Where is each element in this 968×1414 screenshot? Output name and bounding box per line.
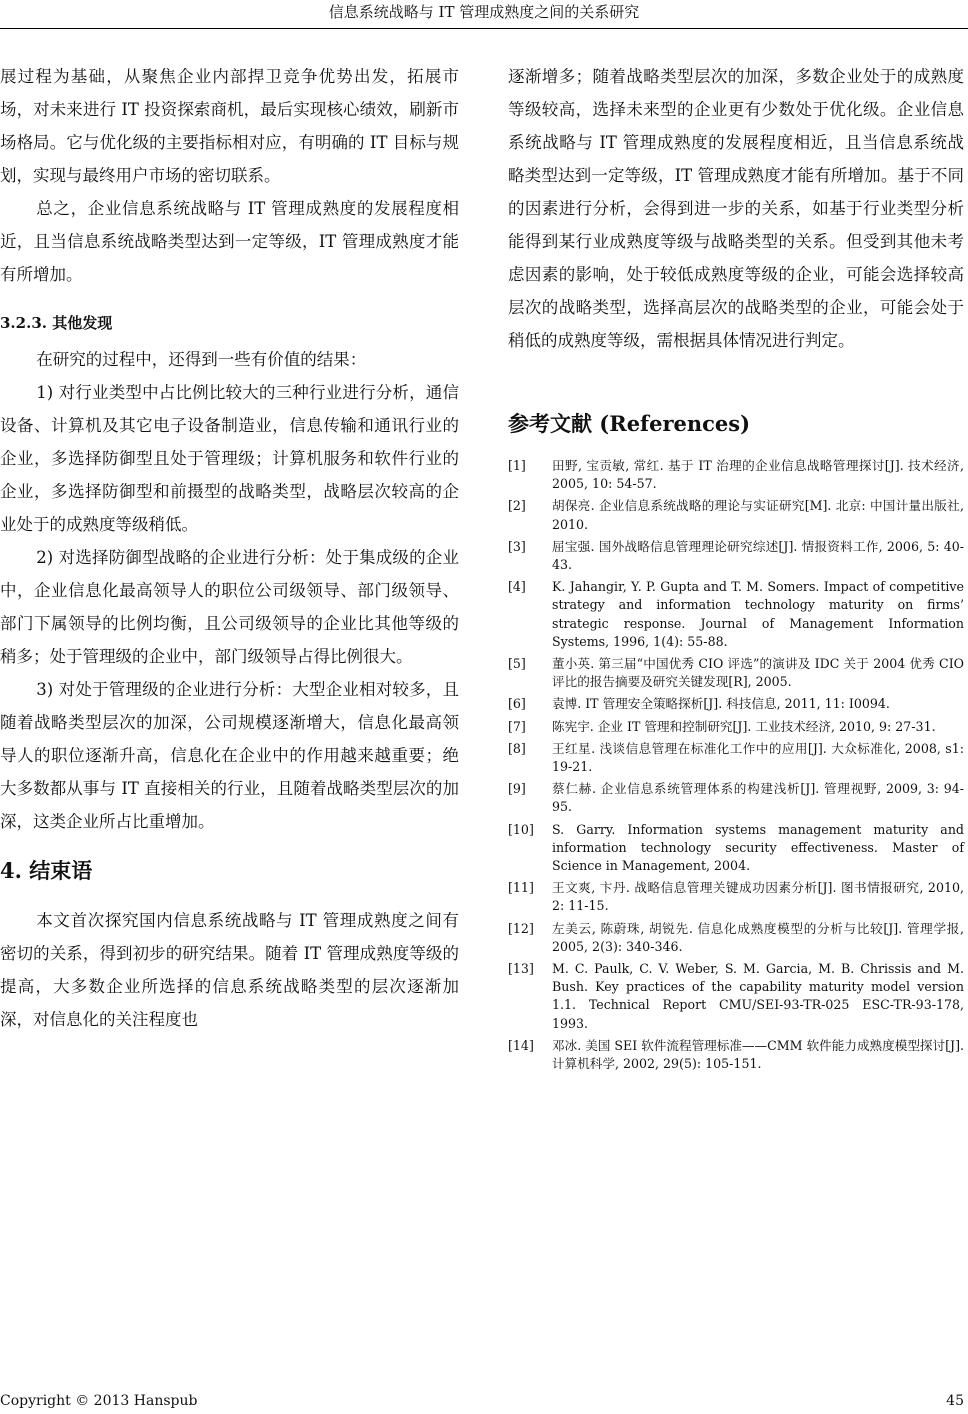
reference-item xyxy=(508,497,964,533)
reference-item xyxy=(508,655,964,691)
left-column xyxy=(0,60,459,1036)
header-rule xyxy=(0,28,968,29)
paragraph: 逐渐增多；随着战略类型层次的加深，多数企业处于的成熟度等级较高，选择未来型的企业更有少数处于优化级。企业信息系统战略与 IT 管理成熟度的发展程度相近，且当信息系统战略类型达到一定等级，IT 管理成熟度才能有所增加。基于不同的因素进行分析，会得到进一步的关系，如基于行业类型分析能得到某行业成熟度等级与战略类型的关系。但受到其他未考虑因素的影响，处于较低成熟度等级的企业，可能会选择较高层次的战略类型，选择高层次的战略类型的企业，可能会处于稍低的成熟度等级，需根据具体情况进行判定。 xyxy=(508,67,964,350)
paragraph: 展过程为基础，从聚焦企业内部捍卫竞争优势出发，拓展市场，对未来进行 IT 投资探索商机，最后实现核心绩效，刷新市场格局。它与优化级的主要指标相对应，有明确的 IT 目标与规划，实现与最终用户市场的密切联系。 xyxy=(0,67,459,185)
reference-item xyxy=(508,718,964,736)
reference-item xyxy=(508,457,964,493)
reference-number: [13] xyxy=(508,961,534,977)
reference-number: [8] xyxy=(508,740,526,756)
reference-number: [9] xyxy=(508,781,526,797)
reference-text: 屈宝强. 国外战略信息管理理论研究综述[J]. 情报资料工作, 2006, 5: 40-43. xyxy=(552,538,964,573)
reference-list xyxy=(508,457,964,1073)
reference-number: [2] xyxy=(508,498,526,514)
right-column xyxy=(508,60,964,1077)
paragraph: 本文首次探究国内信息系统战略与 IT 管理成熟度之间有密切的关系，得到初步的研究结果。随着 IT 管理成熟度等级的提高，大多数企业所选择的信息系统战略类型的层次逐渐加深，对信息化的关注程度也 xyxy=(0,911,459,1029)
reference-item xyxy=(508,1037,964,1073)
reference-number: [5] xyxy=(508,656,526,672)
running-header: 信息系统战略与 IT 管理成熟度之间的关系研究 xyxy=(328,3,640,21)
list-paragraph: 1) 对行业类型中占比例比较大的三种行业进行分析，通信设备、计算机及其它电子设备制造业，信息传输和通讯行业的企业，多选择防御型且处于管理级；计算机服务和软件行业的企业，多选择防御型和前摄型的战略类型，战略层次较高的企业处于的成熟度等级稍低。 xyxy=(0,383,459,534)
reference-number: [14] xyxy=(508,1037,534,1053)
reference-number: [4] xyxy=(508,579,526,595)
reference-item xyxy=(508,780,964,816)
section-heading: 4. 结束语 xyxy=(0,858,93,883)
copyright-notice: Copyright © 2013 Hanspub xyxy=(0,1393,198,1409)
reference-text: 邓冰. 美国 SEI 软件流程管理标准——CMM 软件能力成熟度模型探讨[J]. 计算机科学, 2002, 29(5): 105-151. xyxy=(552,1037,964,1072)
list-paragraph: 2) 对选择防御型战略的企业进行分析：处于集成级的企业中，企业信息化最高领导人的职位公司级领导、部门级领导、部门下属领导的比例均衡，且公司级领导的企业比其他等级的稍多；处于管理级的企业中，部门级领导占得比例很大。 xyxy=(0,548,459,666)
reference-number: [7] xyxy=(508,718,526,734)
reference-text: 左美云, 陈蔚珠, 胡锐先. 信息化成熟度模型的分析与比较[J]. 管理学报, 2005, 2(3): 340-346. xyxy=(552,920,964,954)
reference-item xyxy=(508,960,964,1033)
reference-number: [6] xyxy=(508,696,526,712)
reference-text: 王红星. 浅谈信息管理在标准化工作中的应用[J]. 大众标准化, 2008, s1: 19-21. xyxy=(552,740,964,775)
reference-text: 董小英. 第三届“中国优秀 CIO 评选”的演讲及 IDC 关于 2004 优秀 CIO 评比的报告摘要及研究关键发现[R], 2005. xyxy=(552,656,964,690)
reference-item xyxy=(508,538,964,574)
page-number: 45 xyxy=(946,1393,964,1409)
reference-text: 田野, 宝贡敏, 常红. 基于 IT 治理的企业信息战略管理探讨[J]. 技术经济, 2005, 10: 54-57. xyxy=(552,458,964,492)
paragraph: 在研究的过程中，还得到一些有价值的结果： xyxy=(36,350,367,369)
reference-item xyxy=(508,578,964,651)
reference-number: [12] xyxy=(508,920,534,936)
reference-item xyxy=(508,920,964,956)
reference-text: S. Garry. Information systems management maturity and information technology security effectiveness. Master of Science in Management, 2004. xyxy=(552,821,964,874)
reference-text: 胡保亮. 企业信息系统战略的理论与实证研究[M]. 北京: 中国计量出版社, 2010. xyxy=(552,498,964,532)
reference-number: [3] xyxy=(508,538,526,554)
paragraph: 总之，企业信息系统战略与 IT 管理成熟度的发展程度相近，且当信息系统战略类型达到一定等级，IT 管理成熟度才能有所增加。 xyxy=(0,199,459,284)
reference-number: [1] xyxy=(508,458,526,473)
reference-text: 王文爽, 卞丹. 战略信息管理关键成功因素分析[J]. 图书情报研究, 2010, 2: 11-15. xyxy=(552,880,964,914)
reference-text: M. C. Paulk, C. V. Weber, S. M. Garcia, M. B. Chrissis and M. Bush. Key practices of the capability maturity model version 1.1. Technical Report CMU/SEI-93-TR-025 ESC-TR-93-178, 1993. xyxy=(552,961,964,1031)
reference-text: 蔡仁赫. 企业信息系统管理体系的构建浅析[J]. 管理视野, 2009, 3: 94-95. xyxy=(552,781,964,815)
reference-text: 袁博. IT 管理安全策略探析[J]. 科技信息, 2011, 11: I0094. xyxy=(552,696,890,712)
reference-text: 陈宪宇. 企业 IT 管理和控制研究[J]. 工业技术经济, 2010, 9: 27-31. xyxy=(552,718,936,734)
reference-number: [11] xyxy=(508,880,534,896)
reference-item xyxy=(508,695,964,713)
references-heading: 参考文献 (References) xyxy=(508,411,751,436)
reference-item xyxy=(508,821,964,876)
subsection-heading: 3.2.3. 其他发现 xyxy=(0,314,113,332)
reference-item xyxy=(508,879,964,915)
reference-text: K. Jahangir, Y. P. Gupta and T. M. Somers. Impact of competitive strategy and information technology maturity on firms’ strategic response. Journal of Management Information Systems, 1996, 1(4): 55-88. xyxy=(552,579,964,649)
list-paragraph: 3) 对处于管理级的企业进行分析：大型企业相对较多，且随着战略类型层次的加深，公司规模逐渐增大，信息化最高领导人的职位逐渐升高，信息化在企业中的作用越来越重要；绝大多数都从事与 IT 直接相关的行业，且随着战略类型层次的加深，这类企业所占比重增加。 xyxy=(0,680,459,831)
reference-item xyxy=(508,740,964,776)
reference-number: [10] xyxy=(508,821,534,837)
